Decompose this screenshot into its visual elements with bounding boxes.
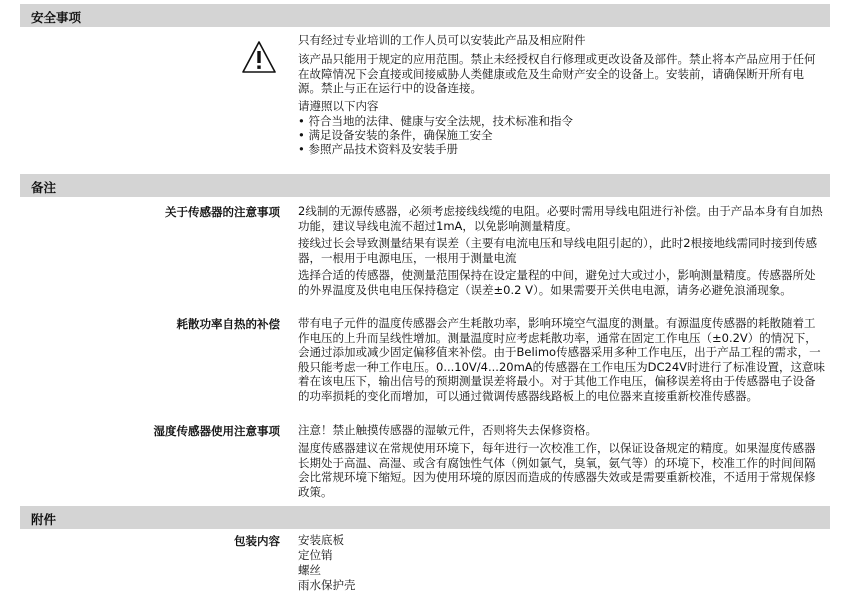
heat-compensation-paragraph: 带有电子元件的温度传感器会产生耗散功率，影响环境空气温度的测量。有源温度传感器的耗散随着工作电压的上升而呈线性增加。测量温度时应考虑耗散功率，通常在固定工作电压（±0.2V）的情况下，会通过添加或减少固定偏移值来补偿。由于Belimo传感器采用多种工作电压，出于产品工程的需求，一般只能考虑一种工作电压。0...10V/4...20mA的传感器在工作电压为DC24V时进行了标准设置，这意味着在该电压下，输出信号的预期测量误差将最小。对于其他工作电压，偏移误差将由于传感器电子设备的功率损耗的变化而增加，可以通过微调传感器线路板上的电位器来直接重新校准传感器。 [298, 316, 826, 403]
warning-icon [241, 40, 277, 74]
section-header-accessories [20, 506, 830, 529]
safety-bullet: • 符合当地的法律、健康与安全法规，技术标准和指令 [298, 114, 826, 129]
safety-bullet: • 满足设备安装的条件，确保施工安全 [298, 128, 826, 143]
package-item: 安装底板 [298, 533, 344, 547]
safety-paragraph-2: 该产品只能用于规定的应用范围。禁止未经授权自行修理或更改设备及部件。禁止将本产品应用于任何在故障情况下会直接或间接威胁人类健康或危及生命财产安全的设备上。安装前，请确保断开所有电源。禁止与正在运行中的设备连接。 [298, 52, 816, 96]
humidity-notes-label: 湿度传感器使用注意事项 [153, 424, 280, 438]
heat-compensation-label: 耗散功率自热的补偿 [176, 317, 280, 331]
section-title-accessories: 附件 [31, 512, 57, 527]
safety-paragraph-1: 只有经过专业培训的工作人员可以安装此产品及相应附件 [298, 33, 586, 47]
safety-intro: 请遵照以下内容 [298, 99, 379, 113]
section-header-safety [20, 4, 830, 27]
section-title-safety: 安全事项 [31, 10, 82, 25]
package-item: 雨水保护壳 [298, 578, 356, 592]
humidity-paragraph-2: 湿度传感器建议在常规使用环境下，每年进行一次校准工作，以保证设备规定的精度。如果湿度传感器长期处于高温、高湿、或含有腐蚀性气体（例如氯气，臭氧，氨气等）的环境下，校准工作的时间间隔会比常规环境下缩短。因为使用环境的原因而造成的传感器失效或是需要重新校准，不适用于常规保修政策。 [298, 441, 816, 499]
sensor-paragraph-3: 选择合适的传感器，使测量范围保持在设定量程的中间，避免过大或过小，影响测量精度。传感器所处的外界温度及供电电压保持稳定（误差±0.2 V）。如果需要开关供电电源，请务必避免浪涌现象。 [298, 268, 816, 297]
section-header-notes [20, 174, 830, 197]
humidity-paragraph-1: 注意！禁止触摸传感器的湿敏元件，否则将失去保修资格。 [298, 423, 597, 437]
section-title-notes: 备注 [31, 180, 57, 195]
sensor-notes-label: 关于传感器的注意事项 [165, 205, 280, 219]
sensor-paragraph-2: 接线过长会导致测量结果有误差（主要有电流电压和导线电阻引起的），此时2根接地线需同时接到传感器，一根用于电源电压，一根用于测量电流 [298, 236, 818, 265]
safety-bullet: • 参照产品技术资料及安装手册 [298, 142, 826, 157]
sensor-paragraph-1: 2线制的无源传感器，必须考虑接线线缆的电阻。必要时需用导线电阻进行补偿。由于产品本身有自加热功能，建议导线电流不超过1mA，以免影响测量精度。 [298, 204, 823, 233]
package-item: 定位销 [298, 548, 333, 562]
package-contents-label: 包装内容 [234, 534, 280, 548]
package-item: 螺丝 [298, 563, 321, 577]
